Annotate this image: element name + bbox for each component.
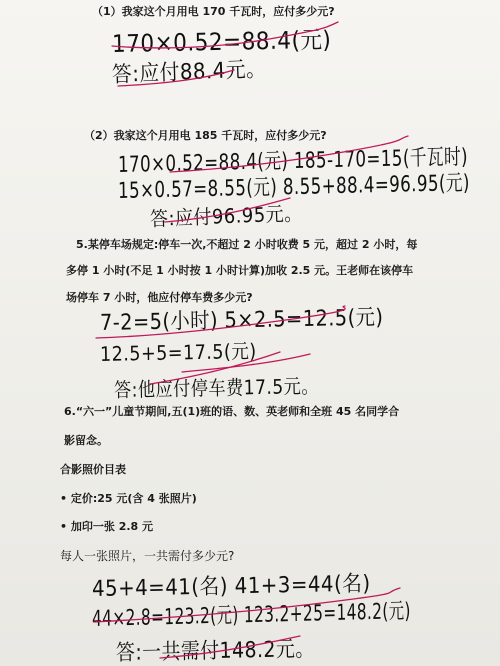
q2-answer: 答:应付96.95元。 [149, 201, 303, 231]
q5-line3: 场停车 7 小时，他应付停车费多少元? [66, 291, 253, 304]
q1-text: （1）我家这个月用电 170 千瓦时，应付多少元? [92, 5, 335, 18]
q6-work-line1: 45+4=41(名) 41+3=44(名) [91, 571, 371, 602]
q5-line1: 5.某停车场规定:停车一次,不超过 2 小时收费 5 元，超过 2 小时，每 [76, 238, 418, 251]
q6-price-1: • 定价:25 元(含 4 张照片) [60, 492, 197, 505]
q2-work-line2: 15×0.57=8.55(元) 8.55+88.4=96.95(元) [117, 170, 471, 204]
q6-line2: 影留念。 [64, 434, 108, 447]
q5-answer: 答:他应付停车费17.5元。 [113, 373, 320, 402]
q6-answer: 答:一共需付148.2元。 [115, 636, 315, 666]
q6-price-2: • 加印一张 2.8 元 [60, 520, 154, 533]
q5-work-line1: 7-2=5(小时) 5×2.5=12.5(元) [99, 305, 384, 336]
q1-answer: 答:应付88.4元。 [111, 57, 267, 88]
q6-table-title: 合影照价目表 [60, 463, 126, 476]
q5-work-line2: 12.5+5=17.5(元) [99, 338, 257, 366]
q5-line2: 多停 1 小时(不足 1 小时按 1 小时计算)加收 2.5 元。王老师在该停车 [66, 264, 414, 277]
q6-work-line2: 44×2.8=123.2(元) 123.2+25=148.2(元) [91, 599, 411, 632]
q1-work: 170×0.52=88.4(元) [111, 25, 332, 58]
q6-line1: 6.“六一”儿童节期间,五(1)班的语、数、英老师和全班 45 名同学合 [64, 405, 400, 418]
q6-question: 每人一张照片，一共需付多少元? [60, 549, 235, 563]
q2-work-line1: 170×0.52=88.4(元) 185-170=15(千瓦时) [117, 144, 469, 178]
q2-text: （2）我家这个月用电 185 千瓦时，应付多少元? [84, 129, 327, 142]
